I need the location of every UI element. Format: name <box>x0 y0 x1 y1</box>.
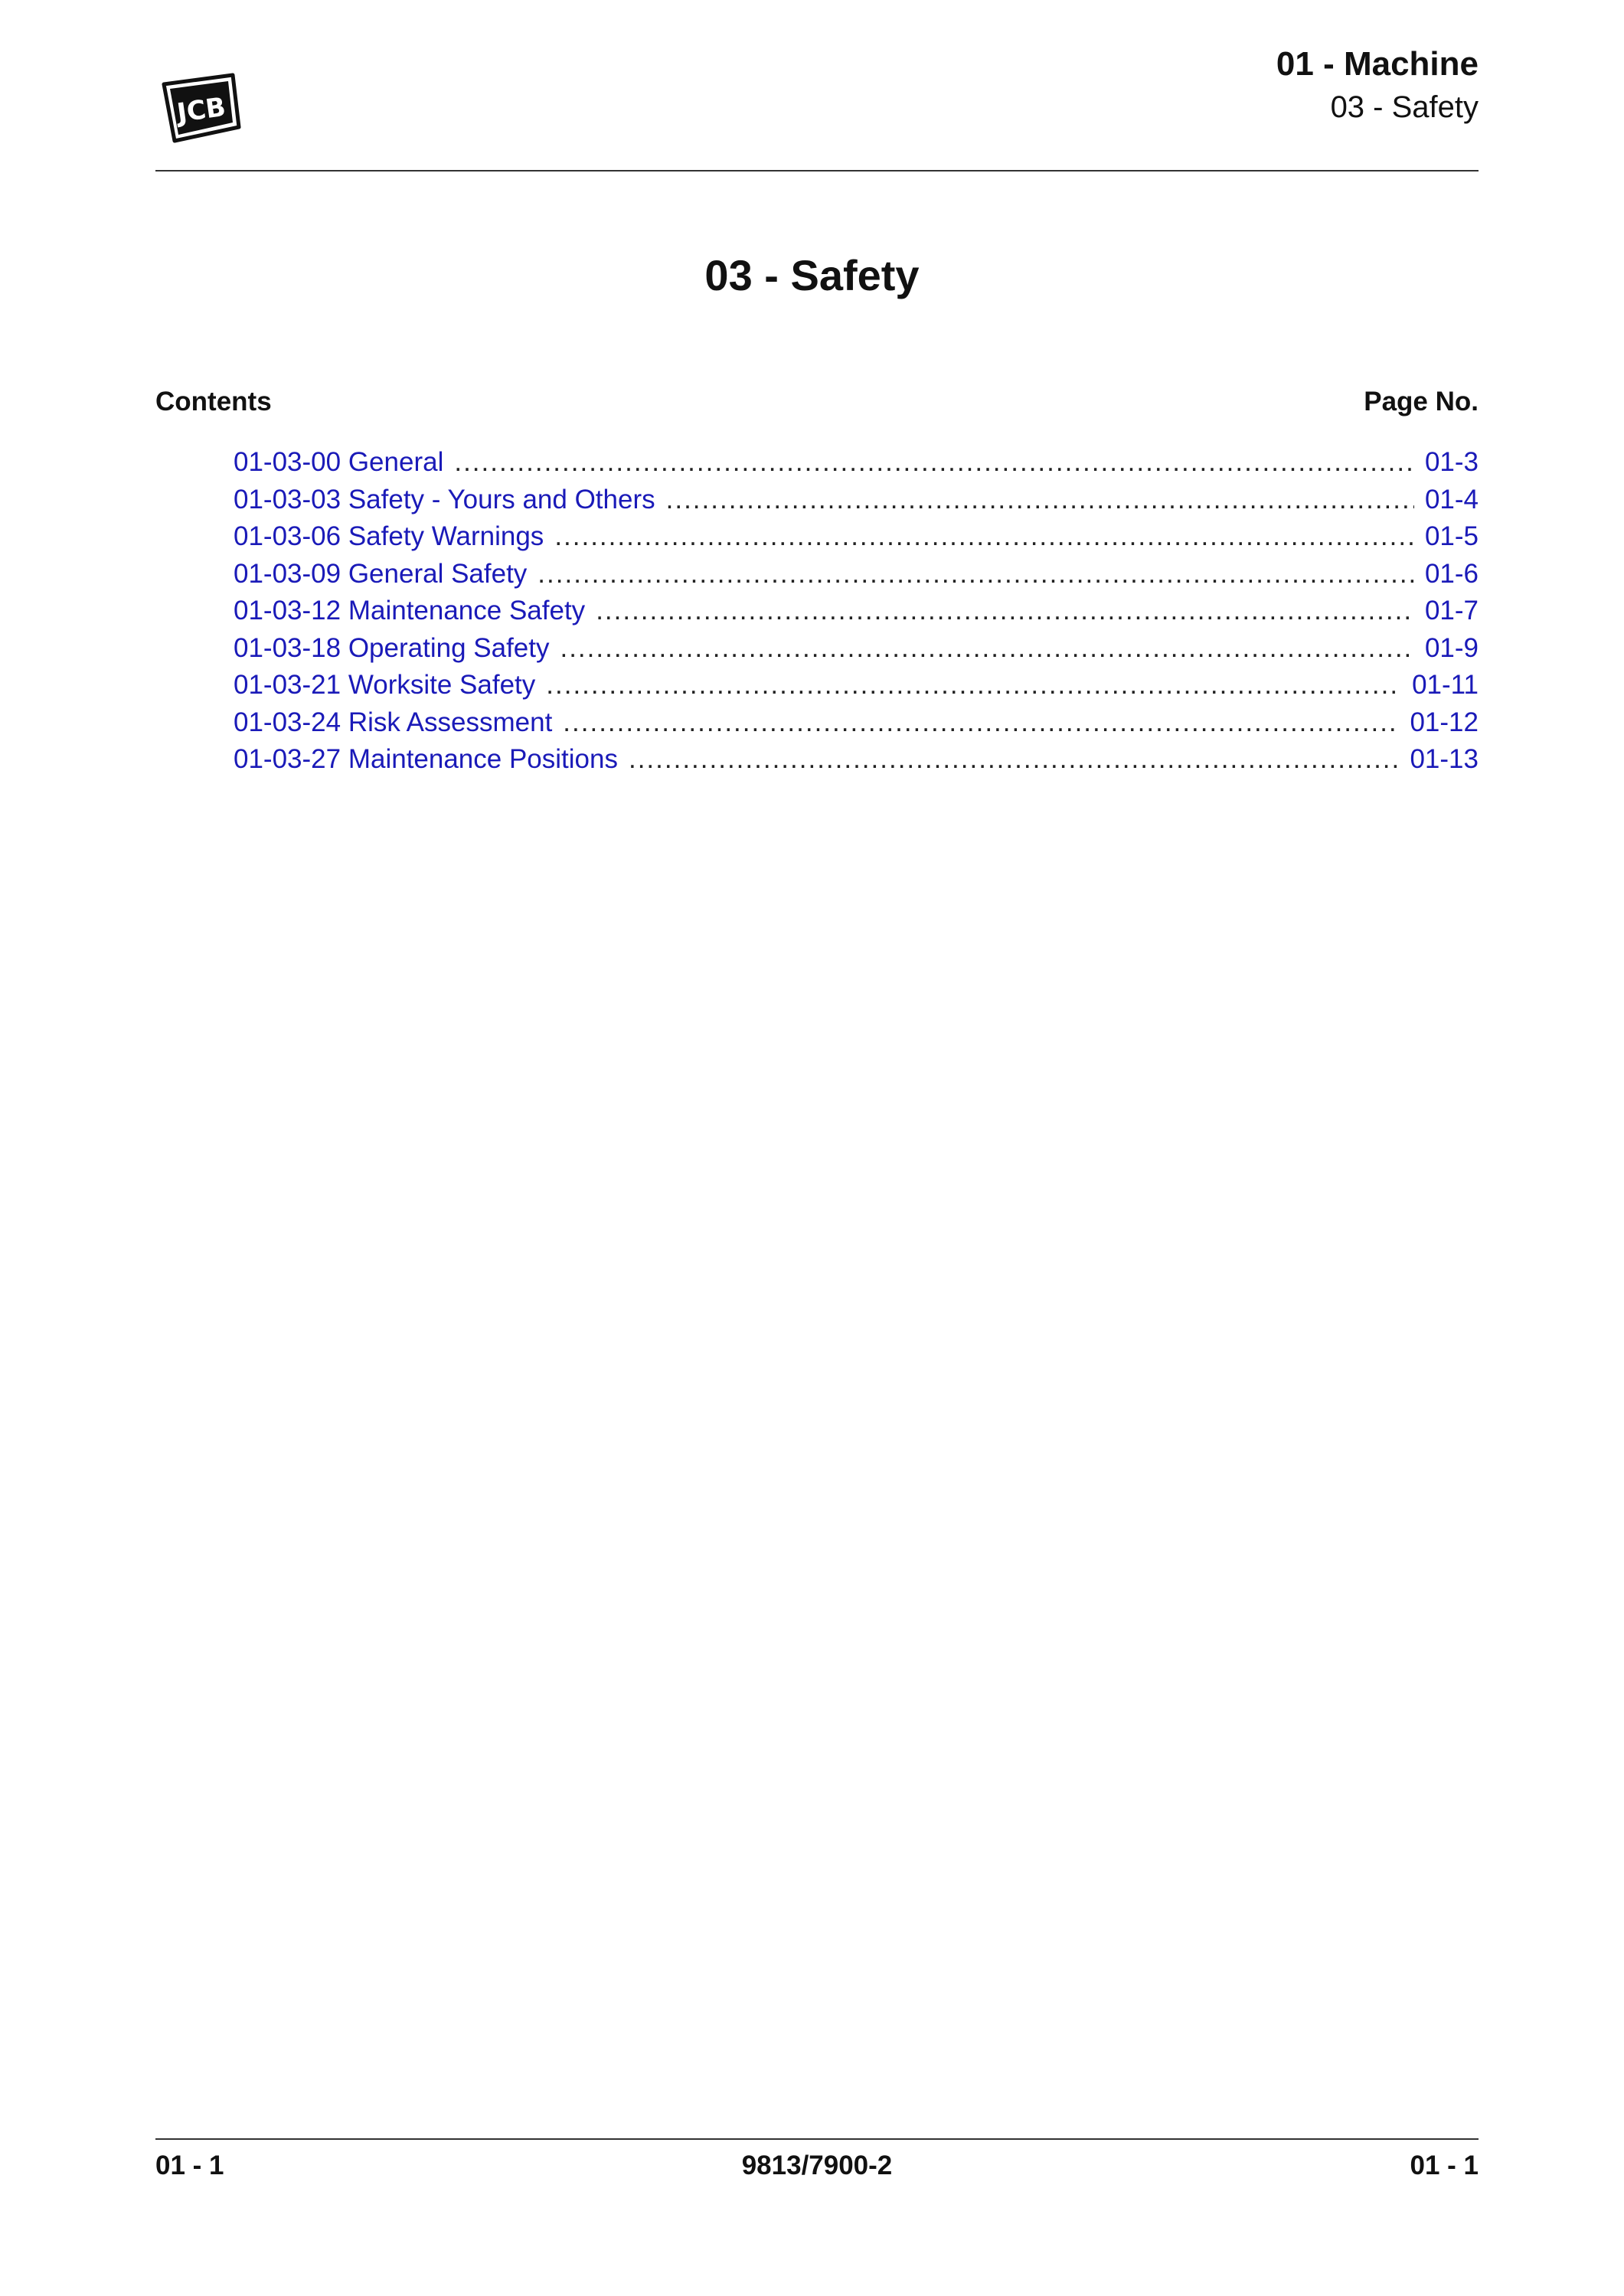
toc-entry-title[interactable]: 01-03-27 Maintenance Positions <box>234 744 618 774</box>
toc-dot-leader <box>596 593 1414 629</box>
toc-entry-title[interactable]: 01-03-00 General <box>234 447 444 477</box>
toc-entry-title[interactable]: 01-03-03 Safety - Yours and Others <box>234 484 655 514</box>
toc-entry-title[interactable]: 01-03-24 Risk Assessment <box>234 707 553 737</box>
toc-entry-maintenance-safety[interactable] <box>234 593 1479 630</box>
footer-divider <box>155 2138 1479 2140</box>
footer-document-number: 9813/7900-2 <box>741 2151 893 2180</box>
page-footer <box>155 2148 1479 2183</box>
toc-dot-leader <box>546 667 1401 704</box>
toc-entry-page[interactable]: 01-11 <box>1412 670 1479 700</box>
running-header <box>1276 43 1479 129</box>
footer-page-number-left: 01 - 1 <box>155 2151 224 2180</box>
toc-entry-page[interactable]: 01-9 <box>1424 632 1479 663</box>
toc-entry-title[interactable]: 01-03-21 Worksite Safety <box>234 670 536 700</box>
toc-entry-title[interactable]: 01-03-18 Operating Safety <box>234 632 550 663</box>
header-subsection-title: 03 - Safety <box>1330 90 1479 124</box>
toc-entry-page[interactable]: 01-6 <box>1424 558 1479 589</box>
toc-entry-page[interactable]: 01-13 <box>1410 744 1479 774</box>
toc-entry-worksite-safety[interactable] <box>234 667 1479 704</box>
contents-header <box>155 384 1479 420</box>
toc-dot-leader <box>454 444 1414 481</box>
toc-dot-leader <box>538 556 1414 593</box>
table-of-contents <box>234 444 1479 779</box>
toc-dot-leader <box>554 518 1414 555</box>
toc-entry-safety-warnings[interactable] <box>234 518 1479 556</box>
toc-entry-risk-assessment[interactable] <box>234 704 1479 742</box>
toc-dot-leader <box>563 704 1399 741</box>
toc-entry-general-safety[interactable] <box>234 556 1479 593</box>
contents-label: Contents <box>155 387 272 416</box>
toc-entry-page[interactable]: 01-3 <box>1424 447 1479 477</box>
toc-entry-page[interactable]: 01-7 <box>1424 596 1479 625</box>
page-number-label: Page No. <box>1364 387 1479 416</box>
toc-entry-title[interactable]: 01-03-12 Maintenance Safety <box>234 596 586 625</box>
toc-entry-title[interactable]: 01-03-06 Safety Warnings <box>234 521 544 551</box>
toc-entry-maintenance-positions[interactable] <box>234 741 1479 779</box>
toc-entry-operating-safety[interactable] <box>234 630 1479 668</box>
page-title: 03 - Safety <box>704 251 920 299</box>
toc-entry-page[interactable]: 01-5 <box>1424 521 1479 551</box>
jcb-logo <box>153 70 245 147</box>
toc-entry-title[interactable]: 01-03-09 General Safety <box>234 558 528 589</box>
toc-entry-page[interactable]: 01-4 <box>1424 484 1479 514</box>
footer-page-number-right: 01 - 1 <box>1410 2151 1479 2180</box>
header-divider <box>155 170 1479 171</box>
toc-dot-leader <box>629 741 1399 778</box>
toc-dot-leader <box>560 630 1413 667</box>
toc-entry-safety-yours-and-others[interactable] <box>234 482 1479 519</box>
toc-dot-leader <box>666 482 1414 518</box>
toc-entry-general[interactable] <box>234 444 1479 482</box>
toc-entry-page[interactable]: 01-12 <box>1410 707 1479 737</box>
logo-text: JCB <box>175 91 228 129</box>
header-section-title: 01 - Machine <box>1276 45 1479 83</box>
